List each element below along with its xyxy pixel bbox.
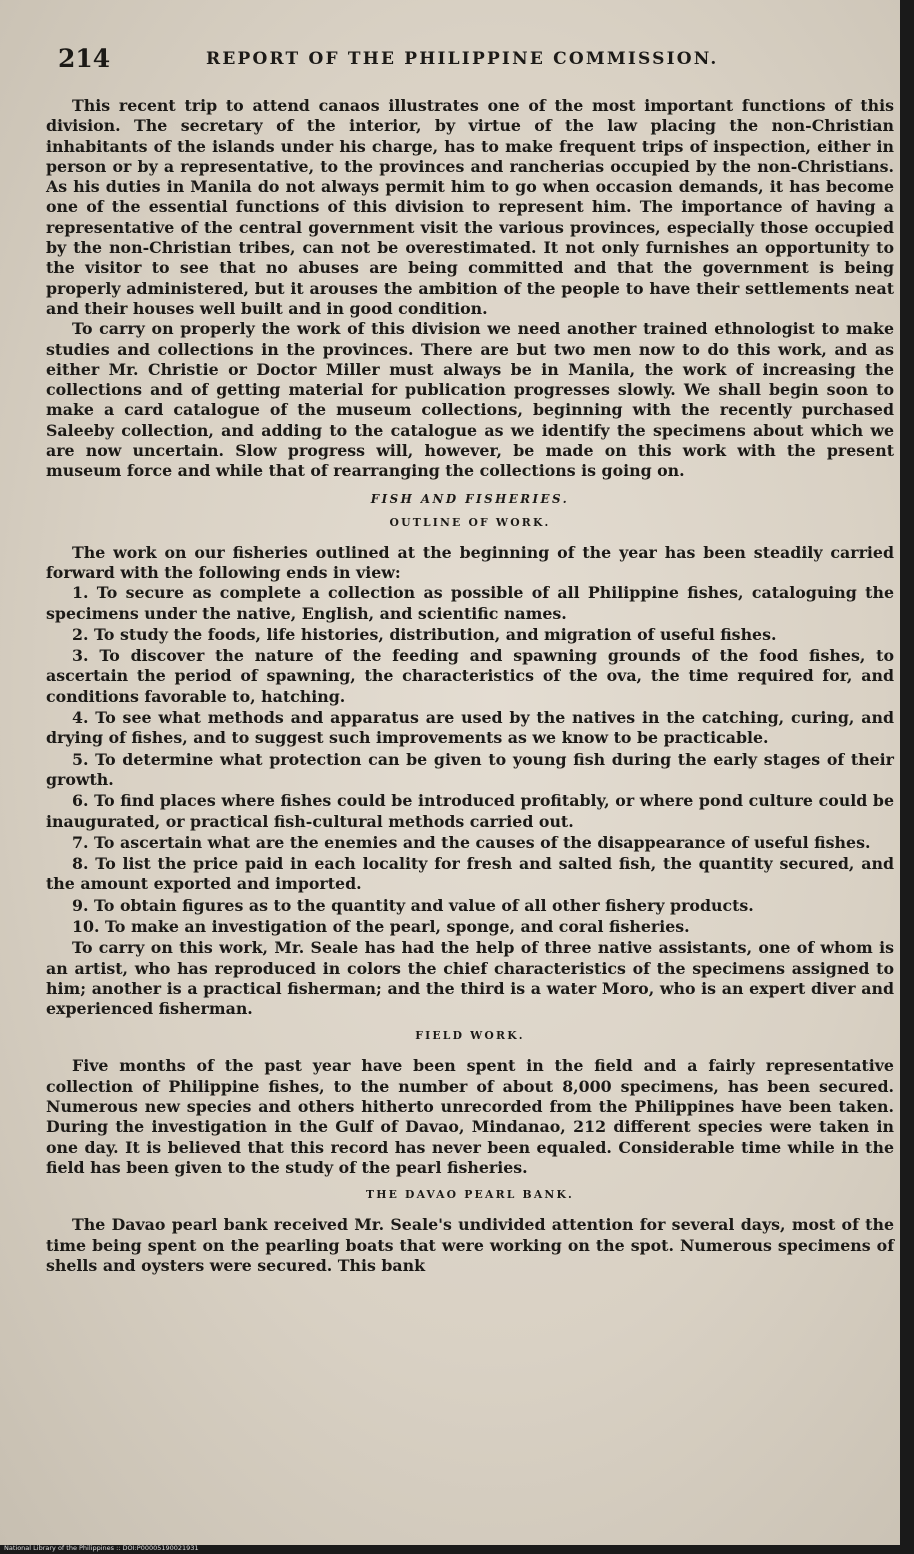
outline-item: 3. To discover the nature of the feeding and spawning grounds of the food fishes, to ascertain the period of spawning, the characteristics of the ova, the time required for, and conditions favorable to, hatching. bbox=[46, 646, 894, 706]
paragraph-ethnologist: To carry on properly the work of this division we need another trained ethnologist to make studies and collections in the provinces. There are but two men now to do this work, and as either Mr. Christie or Doctor Miller must always be in Manila, the work of increasing the collections and of getting material for publication progresses slowly. We shall begin soon to make a card catalogue of the museum collections, beginning with the recently purchased Saleeby collection, and adding to the catalogue as we identify the specimens about which we are now uncertain. Slow progress will, however, be made on this work with the present museum force and while that of rearranging the collections is going on. bbox=[46, 319, 894, 481]
outline-item: 7. To ascertain what are the enemies and the causes of the disappearance of useful fishes. bbox=[72, 832, 871, 852]
scan-footer: National Library of the Philippines :: DOI:P00005190021931 bbox=[4, 1544, 199, 1552]
outline-item: 4. To see what methods and apparatus are used by the natives in the catching, curing, and drying of fishes, and to suggest such improvements as we know to be practicable. bbox=[46, 708, 894, 748]
page-body bbox=[46, 96, 894, 1276]
outline-closing: To carry on this work, Mr. Seale has had the help of three native assistants, one of whom is an artist, who has reproduced in colors the chief characteristics of the specimens assigned to him; another is a practical fisherman; and the third is a water Moro, who is an expert diver and experienced fisherman. bbox=[46, 938, 894, 1019]
outline-item: 8. To list the price paid in each locality for fresh and salted fish, the quantity secured, and the amount exported and imported. bbox=[46, 854, 894, 894]
subheading-outline: OUTLINE OF WORK. bbox=[389, 515, 551, 529]
outline-item: 10. To make an investigation of the pearl, sponge, and coral fisheries. bbox=[72, 916, 690, 936]
outline-item: 2. To study the foods, life histories, distribution, and migration of useful fishes. bbox=[72, 624, 777, 644]
outline-item: 5. To determine what protection can be given to young fish during the early stages of their growth. bbox=[46, 749, 894, 789]
subheading-davao-pearl-bank: THE DAVAO PEARL BANK. bbox=[365, 1188, 575, 1202]
page-header bbox=[0, 44, 900, 78]
section-heading-fisheries: FISH AND FISHERIES. bbox=[370, 491, 570, 506]
outline-item: 6. To find places where fishes could be introduced profitably, or where pond culture could be inaugurated, or practical fish-cultural methods carried out. bbox=[46, 791, 894, 831]
paragraph-davao: The Davao pearl bank received Mr. Seale's undivided attention for several days, most of the time being spent on the pearling boats that were working on the spot. Numerous specimens of shells and oysters were secured. This bank bbox=[46, 1215, 894, 1275]
subheading-field-work: FIELD WORK. bbox=[415, 1029, 525, 1043]
scan-edge bbox=[900, 0, 914, 1554]
running-title: REPORT OF THE PHILIPPINE COMMISSION. bbox=[206, 49, 719, 69]
paragraph-canaos: This recent trip to attend canaos illustrates one of the most important functions of this division. The secretary of the interior, by virtue of the law placing the non-Christian inhabitants of the islands under his charge, has to make frequent trips of inspection, either in person or by a representative, to the provinces and rancherias occupied by the non-Christians. As his duties in Manila do not always permit him to go when occasion demands, it has become one of the essential functions of this division to represent him. The importance of having a representative of the central government visit the various provinces, especially those occupied by the non-Christian tribes, can not be overestimated. It not only furnishes an opportunity to the visitor to see that no abuses are being committed and that the government is being properly administered, but it arouses the ambition of the people to have their settlements neat and their houses well built and in good condition. bbox=[46, 96, 894, 318]
outline-list bbox=[46, 583, 894, 937]
page-number: 214 bbox=[58, 44, 111, 73]
paragraph-field-work: Five months of the past year have been spent in the field and a fairly representative collection of Philippine fishes, to the number of about 8,000 specimens, has been secured. Numerous new species and others hitherto unrecorded from the Philippines have been taken. During the investigation in the Gulf of Davao, Mindanao, 212 different species were taken in one day. It is believed that this record has never been equaled. Considerable time while in the field has been given to the study of the pearl fisheries. bbox=[46, 1056, 894, 1177]
outline-intro: The work on our fisheries outlined at the beginning of the year has been steadily carried forward with the following ends in view: bbox=[46, 542, 894, 582]
outline-item: 9. To obtain figures as to the quantity and value of all other fishery products. bbox=[72, 895, 754, 915]
outline-item: 1. To secure as complete a collection as possible of all Philippine fishes, cataloguing the specimens under the native, English, and scientific names. bbox=[46, 583, 894, 623]
